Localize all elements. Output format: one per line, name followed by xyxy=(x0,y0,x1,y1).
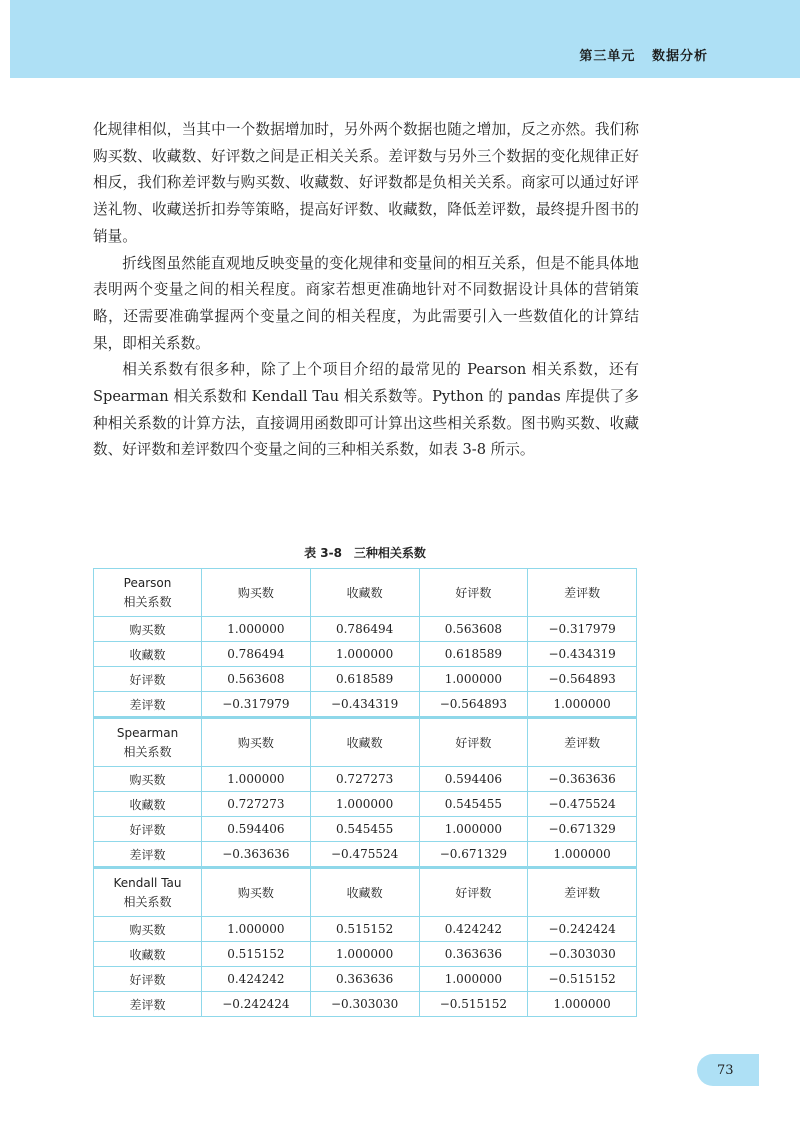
table-row xyxy=(94,692,637,718)
block-name: Spearman xyxy=(116,725,179,740)
table-row xyxy=(94,617,637,642)
table-row xyxy=(94,767,637,792)
pearson-block xyxy=(94,569,637,718)
cell: 1.000000 xyxy=(310,942,419,967)
cell: 0.424242 xyxy=(202,967,311,992)
cell: −0.671329 xyxy=(419,842,528,868)
cell: −0.363636 xyxy=(528,767,637,792)
cell: 1.000000 xyxy=(202,767,311,792)
cell: −0.303030 xyxy=(310,992,419,1017)
cell: −0.242424 xyxy=(202,992,311,1017)
table-row xyxy=(94,917,637,942)
cell: 1.000000 xyxy=(202,617,311,642)
cell: −0.363636 xyxy=(202,842,311,868)
cell: 0.727273 xyxy=(310,767,419,792)
table-title: 三种相关系数 xyxy=(353,546,426,560)
cell: 1.000000 xyxy=(310,792,419,817)
row-header: 购买数 xyxy=(94,917,202,942)
table-row xyxy=(94,967,637,992)
cell: 0.727273 xyxy=(202,792,311,817)
cell: 0.594406 xyxy=(419,767,528,792)
row-header: 差评数 xyxy=(94,692,202,718)
cell: −0.317979 xyxy=(202,692,311,718)
table-row xyxy=(94,942,637,967)
cell: 0.563608 xyxy=(202,667,311,692)
cell: 0.363636 xyxy=(419,942,528,967)
column-header: 好评数 xyxy=(419,569,528,617)
column-header: 差评数 xyxy=(528,718,637,767)
row-header: 购买数 xyxy=(94,767,202,792)
table-row xyxy=(94,992,637,1017)
block-suffix: 相关系数 xyxy=(123,594,172,609)
cell: 0.424242 xyxy=(419,917,528,942)
page-number: 73 xyxy=(717,1063,734,1078)
block-title xyxy=(94,868,202,917)
cell: 0.786494 xyxy=(202,642,311,667)
cell: 1.000000 xyxy=(528,842,637,868)
column-header: 差评数 xyxy=(528,569,637,617)
cell: −0.434319 xyxy=(528,642,637,667)
cell: 0.545455 xyxy=(419,792,528,817)
row-header: 差评数 xyxy=(94,992,202,1017)
row-header: 好评数 xyxy=(94,967,202,992)
row-header: 差评数 xyxy=(94,842,202,868)
column-header: 购买数 xyxy=(202,868,311,917)
cell: −0.242424 xyxy=(528,917,637,942)
block-name: Kendall Tau xyxy=(113,875,182,890)
column-header: 好评数 xyxy=(419,868,528,917)
row-header: 好评数 xyxy=(94,667,202,692)
block-title xyxy=(94,569,202,617)
table-row xyxy=(94,642,637,667)
row-header: 收藏数 xyxy=(94,642,202,667)
cell: −0.515152 xyxy=(419,992,528,1017)
column-header: 差评数 xyxy=(528,868,637,917)
paragraph-3: 相关系数有很多种，除了上个项目介绍的最常见的 Pearson 相关系数，还有 Spearman 相关系数和 Kendall Tau 相关系数等。Python 的 pandas 库提供了多种相关系数的计算方法，直接调用函数即可计算出这些相关系数。图书购买数、收藏数、好评数和差评数四个变量之间的三种相关系数，如表 3-8 所示。 xyxy=(93,361,639,459)
cell: 1.000000 xyxy=(419,667,528,692)
cell: 0.363636 xyxy=(310,967,419,992)
cell: 1.000000 xyxy=(528,692,637,718)
correlation-table xyxy=(93,568,637,1017)
column-header: 好评数 xyxy=(419,718,528,767)
cell: 0.515152 xyxy=(310,917,419,942)
column-header: 收藏数 xyxy=(310,718,419,767)
unit-label: 第三单元 xyxy=(579,49,636,64)
body-text xyxy=(93,117,639,464)
block-header-row xyxy=(94,868,637,917)
table-row xyxy=(94,667,637,692)
cell: −0.564893 xyxy=(419,692,528,718)
cell: −0.515152 xyxy=(528,967,637,992)
row-header: 收藏数 xyxy=(94,792,202,817)
header-band xyxy=(10,0,800,78)
table-caption xyxy=(0,544,730,561)
cell: −0.475524 xyxy=(310,842,419,868)
row-header: 购买数 xyxy=(94,617,202,642)
section-label: 数据分析 xyxy=(651,49,708,64)
running-header xyxy=(579,45,708,64)
table-row xyxy=(94,792,637,817)
column-header: 购买数 xyxy=(202,569,311,617)
cell: −0.564893 xyxy=(528,667,637,692)
cell: 0.786494 xyxy=(310,617,419,642)
cell: 1.000000 xyxy=(310,642,419,667)
cell: −0.434319 xyxy=(310,692,419,718)
column-header: 购买数 xyxy=(202,718,311,767)
cell: −0.671329 xyxy=(528,817,637,842)
column-header: 收藏数 xyxy=(310,569,419,617)
block-header-row xyxy=(94,569,637,617)
paragraph-2: 折线图虽然能直观地反映变量的变化规律和变量间的相互关系，但是不能具体地表明两个变量之间的相关程度。商家若想更准确地针对不同数据设计具体的营销策略，还需要准确掌握两个变量之间的相关程度，为此需要引入一些数值化的计算结果，即相关系数。 xyxy=(93,254,639,352)
cell: 1.000000 xyxy=(419,817,528,842)
cell: −0.475524 xyxy=(528,792,637,817)
cell: 1.000000 xyxy=(528,992,637,1017)
row-header: 好评数 xyxy=(94,817,202,842)
table-row xyxy=(94,842,637,868)
block-suffix: 相关系数 xyxy=(123,744,172,759)
cell: −0.317979 xyxy=(528,617,637,642)
block-header-row xyxy=(94,718,637,767)
block-name: Pearson xyxy=(123,575,172,590)
column-header: 收藏数 xyxy=(310,868,419,917)
paragraph-1: 化规律相似，当其中一个数据增加时，另外两个数据也随之增加，反之亦然。我们称购买数、收藏数、好评数之间是正相关关系。差评数与另外三个数据的变化规律正好相反，我们称差评数与购买数、收藏数、好评数都是负相关关系。商家可以通过好评送礼物、收藏送折扣券等策略，提高好评数、收藏数，降低差评数，最终提升图书的销量。 xyxy=(93,121,639,245)
spearman-block xyxy=(94,718,637,868)
cell: 0.594406 xyxy=(202,817,311,842)
block-title xyxy=(94,718,202,767)
cell: 0.618589 xyxy=(310,667,419,692)
table-number: 表 3-8 xyxy=(304,546,342,560)
cell: 1.000000 xyxy=(202,917,311,942)
row-header: 收藏数 xyxy=(94,942,202,967)
cell: −0.303030 xyxy=(528,942,637,967)
cell: 1.000000 xyxy=(419,967,528,992)
block-suffix: 相关系数 xyxy=(123,894,172,909)
cell: 0.515152 xyxy=(202,942,311,967)
cell: 0.563608 xyxy=(419,617,528,642)
cell: 0.545455 xyxy=(310,817,419,842)
cell: 0.618589 xyxy=(419,642,528,667)
table-row xyxy=(94,817,637,842)
kendall-tau-block xyxy=(94,868,637,1017)
